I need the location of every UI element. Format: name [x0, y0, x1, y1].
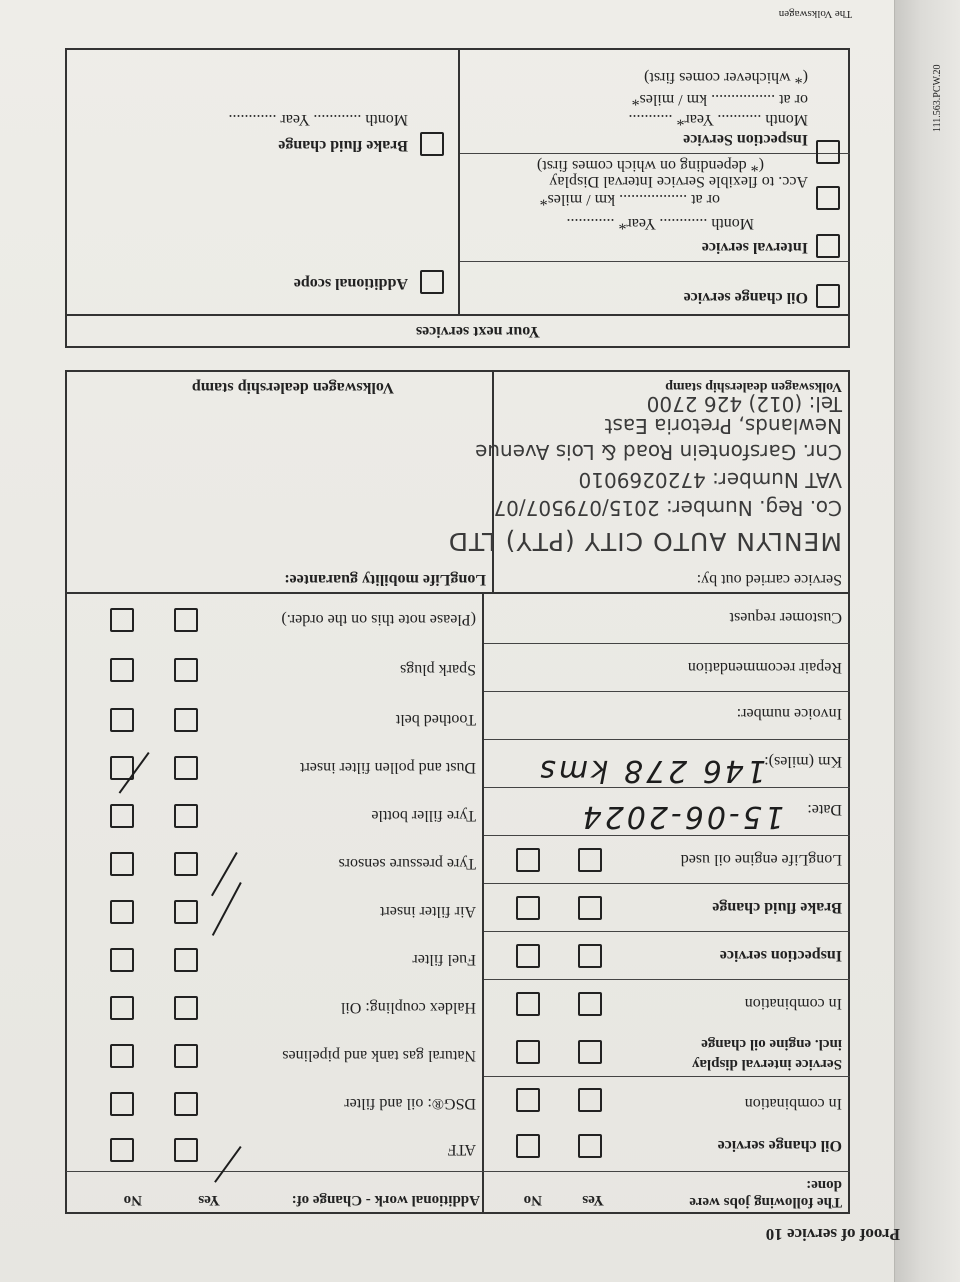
next-additional-scope-label: Additional scope [293, 275, 408, 292]
job-invoice-label: Invoice number: [736, 705, 842, 722]
job-oil-change-yes-box[interactable] [578, 1134, 602, 1158]
aw-customer-note: (Please note this on the order.) [281, 611, 476, 628]
aw-tyre-sensors-yes-box[interactable] [174, 852, 198, 876]
margin-label: The Volkswagen [778, 8, 852, 20]
tick-mark-atf [214, 1146, 254, 1192]
next-additional-scope-box[interactable] [420, 270, 444, 294]
aw-air-no-box[interactable] [110, 900, 134, 924]
stamp-reg-number: Co. Reg. Number: 2015/079507/07 [493, 496, 842, 520]
job-service-interval-display: Service interval display incl. engine oil change [692, 1036, 842, 1072]
next-brake-fluid-box[interactable] [420, 132, 444, 156]
next-inspection-km: or at ................ km / miles* [631, 91, 808, 108]
next-flexible-label: Acc. to flexible Service Interval Display [549, 173, 808, 190]
aw-belt-yes-box[interactable] [174, 708, 198, 732]
job-repair-recommendation: Repair recommendation [687, 659, 842, 676]
form-code: 111.563.PCW.20 [932, 64, 943, 132]
job-inspection-yes-box[interactable] [578, 944, 602, 968]
next-interval-month-year: Month ............ Year* ............ [566, 215, 754, 232]
job-inspection-no-box[interactable] [516, 944, 540, 968]
job-sid-yes-box[interactable] [578, 1040, 602, 1064]
aw-pollen-filter: Dust and pollen filter insert [300, 759, 476, 776]
job-sid-no-box[interactable] [516, 1040, 540, 1064]
next-interval-box[interactable] [816, 234, 840, 258]
aw-atf: ATF [447, 1141, 476, 1158]
additional-work-heading: Additional work - Change of: [291, 1192, 480, 1208]
aw-pollen-yes-box[interactable] [174, 756, 198, 780]
stamp-phone: Tel: (012) 426 2700 [646, 392, 842, 416]
table-left-border [848, 592, 850, 1214]
aw-tyre-filler-no-box[interactable] [110, 804, 134, 828]
aw-toothed-belt: Toothed belt [395, 711, 476, 728]
additional-yes-label: Yes [198, 1192, 220, 1208]
stamp-address-2: Newlands, Pretoria East [604, 414, 842, 438]
aw-air-yes-box[interactable] [174, 900, 198, 924]
job-km-label: Km (miles): [764, 753, 842, 770]
aw-haldex-no-box[interactable] [110, 996, 134, 1020]
job-date-label: Date: [807, 801, 842, 818]
job-longlife-no-box[interactable] [516, 848, 540, 872]
next-services-heading: Your next services [415, 323, 540, 340]
dealership-stamp-label: Volkswagen dealership stamp [191, 379, 394, 396]
aw-spark-yes-box[interactable] [174, 658, 198, 682]
mobility-guarantee-label: LongLife mobility guarantee: [284, 571, 486, 588]
job-oil-change-no-box[interactable] [516, 1134, 540, 1158]
aw-tyre-sensors: Tyre pressure sensors [338, 855, 476, 872]
job-combination2-yes-box[interactable] [578, 992, 602, 1016]
job-combination1-yes-box[interactable] [578, 1088, 602, 1112]
next-brake-fluid-label: Brake fluid change [278, 137, 408, 154]
aw-belt-no-box[interactable] [110, 708, 134, 732]
aw-dsg: DSG®: oil and filter [344, 1095, 476, 1112]
stamp-company: MENLYN AUTO CITY (PTY) LTD [447, 527, 842, 556]
aw-natural-gas: Natural gas tank and pipelines [282, 1047, 476, 1064]
aw-customer-yes-box[interactable] [174, 608, 198, 632]
job-longlife-yes-box[interactable] [578, 848, 602, 872]
service-by-label: Service carried out by: [696, 571, 842, 588]
aw-spark-no-box[interactable] [110, 658, 134, 682]
table-right-border [65, 592, 67, 1214]
next-inspection-label: Inspection Service [683, 131, 808, 148]
table-mid-divider [482, 592, 484, 1214]
aw-gas-yes-box[interactable] [174, 1044, 198, 1068]
job-brake-fluid-change: Brake fluid change [712, 899, 842, 916]
aw-haldex: Haldex coupling: Oil [340, 999, 476, 1016]
jobs-yes-label: Yes [582, 1192, 604, 1208]
aw-fuel-filter: Fuel filter [412, 951, 476, 968]
aw-air-filter: Air filter insert [380, 903, 476, 920]
job-inspection-service: Inspection service [719, 947, 842, 964]
job-in-combination-1: In combination [744, 1095, 842, 1112]
aw-atf-yes-box[interactable] [174, 1138, 198, 1162]
jobs-no-label: No [523, 1192, 542, 1208]
next-brake-fluid-date: Month ............ Year ............ [228, 111, 408, 128]
job-km-value: 146 278 kms [537, 753, 766, 788]
stamp-caption: Volkswagen dealership stamp [665, 379, 842, 394]
next-oil-change-box[interactable] [816, 284, 840, 308]
aw-fuel-yes-box[interactable] [174, 948, 198, 972]
next-flexible-km: or at ................. km / miles* [539, 191, 720, 208]
form-title: Proof of service 10 [765, 1225, 900, 1244]
job-in-combination-2: In combination [744, 995, 842, 1012]
next-inspection-note: (* whichever comes first) [644, 69, 808, 86]
job-combination1-no-box[interactable] [516, 1088, 540, 1112]
additional-no-label: No [123, 1192, 142, 1208]
next-flexible-box[interactable] [816, 186, 840, 210]
next-oil-change-label: Oil change service [683, 289, 808, 306]
aw-dsg-yes-box[interactable] [174, 1092, 198, 1116]
job-customer-request: Customer request [729, 609, 842, 626]
aw-customer-no-box[interactable] [110, 608, 134, 632]
job-brake-yes-box[interactable] [578, 896, 602, 920]
next-inspection-month-year: Month ........... Year* ........... [628, 111, 808, 128]
jobs-heading: The following jobs were done: [689, 1177, 842, 1210]
aw-dsg-no-box[interactable] [110, 1092, 134, 1116]
job-oil-change-service: Oil change service [717, 1137, 842, 1154]
stamp-vat-number: VAT Number: 4720269010 [578, 468, 842, 492]
aw-spark-plugs: Spark plugs [400, 661, 476, 678]
aw-tyre-sensors-no-box[interactable] [110, 852, 134, 876]
next-inspection-box[interactable] [816, 140, 840, 164]
job-longlife-oil: LongLife engine oil used [680, 851, 842, 868]
job-brake-no-box[interactable] [516, 896, 540, 920]
aw-tyre-filler-yes-box[interactable] [174, 804, 198, 828]
aw-gas-no-box[interactable] [110, 1044, 134, 1068]
table-top-border [65, 1212, 850, 1214]
job-date-value: 15-06-2024 [579, 799, 784, 834]
job-combination2-no-box[interactable] [516, 992, 540, 1016]
aw-fuel-no-box[interactable] [110, 948, 134, 972]
aw-haldex-yes-box[interactable] [174, 996, 198, 1020]
stamp-address-1: Cnr. Garsfontein Road & Lois Avenue [475, 440, 842, 464]
next-flexible-note: (* depending on which comes first) [536, 157, 764, 174]
aw-atf-no-box[interactable] [110, 1138, 134, 1162]
aw-tyre-filler: Tyre filler bottle [371, 807, 476, 824]
next-interval-label: Interval service [701, 239, 808, 256]
